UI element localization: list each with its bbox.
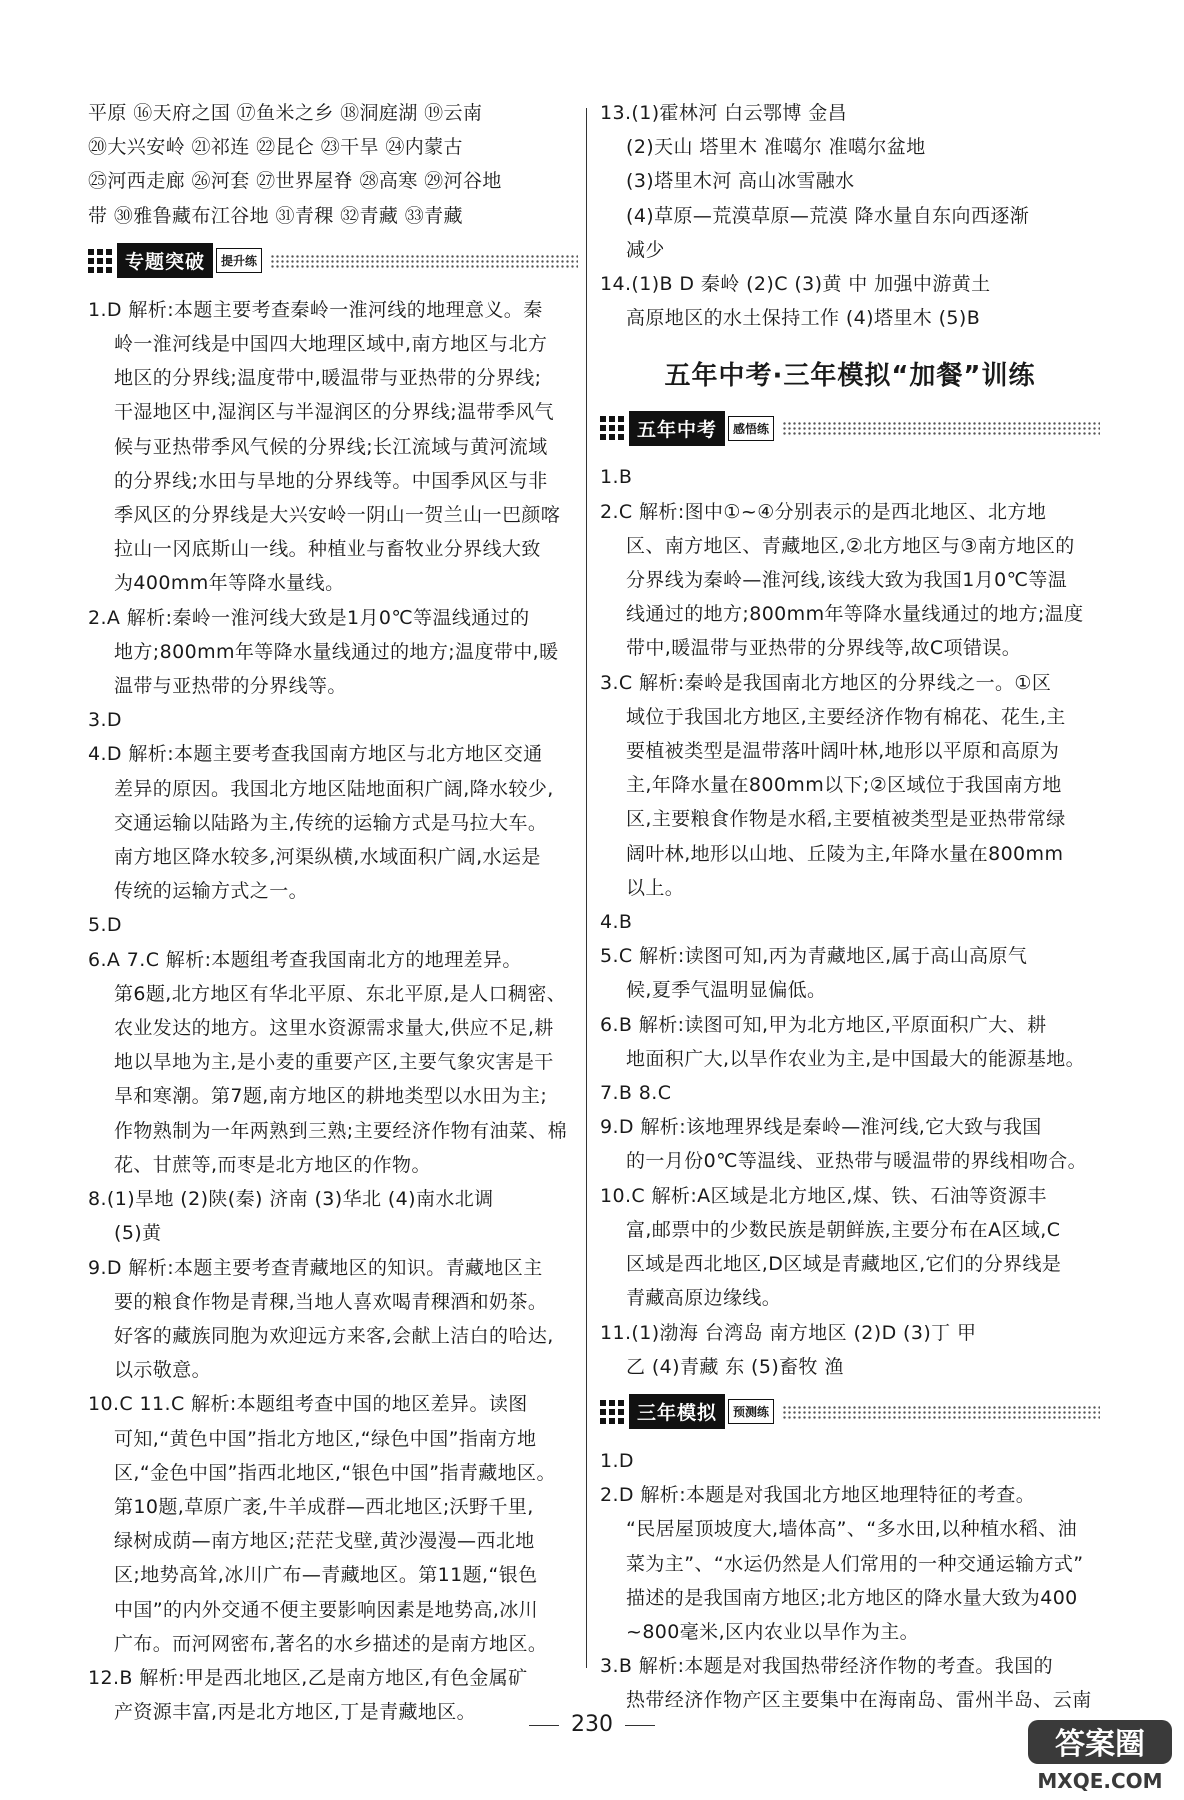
answer-item: 5.C 解析:读图可知,丙为青藏地区,属于高山高原气	[600, 945, 1028, 968]
answer-item: 7.B 8.C	[600, 1082, 672, 1105]
answer-item: 11.(1)渤海 台湾岛 南方地区 (2)D (3)丁 甲	[600, 1321, 977, 1344]
dotted-rule	[270, 254, 578, 268]
text-line: ⑳大兴安岭 ㉑祁连 ㉒昆仑 ㉓干旱 ㉔内蒙古	[88, 136, 463, 159]
right-column	[600, 96, 1100, 1718]
answer-continuation: 要的粮食作物是青稞,当地人喜欢喝青稞酒和奶茶。	[114, 1290, 548, 1313]
answer-item: 3.C 解析:秦岭是我国南北方地区的分界线之一。①区	[600, 671, 1052, 694]
answer-continuation: 候,夏季气温明显偏低。	[626, 979, 827, 1002]
dash-right	[625, 1725, 655, 1726]
answer-continuation: 作物熟制为一年两熟到三熟;主要经济作物有油菜、棉	[114, 1119, 568, 1142]
answer-continuation: 热带经济作物产区主要集中在海南岛、雷州半岛、云南	[626, 1689, 1092, 1712]
svg-text:MXQE.COM: MXQE.COM	[1037, 1769, 1163, 1793]
answer-continuation: (3)塔里木河 高山冰雪融水	[626, 170, 855, 193]
answer-continuation: 以示敬意。	[114, 1359, 212, 1382]
answer-continuation: “民居屋顶坡度大,墙体高”、“多水田,以种植水稻、油	[626, 1518, 1078, 1541]
answer-continuation: 岭一淮河线是中国四大地理区域中,南方地区与北方	[114, 333, 548, 356]
answer-item: 6.B 解析:读图可知,甲为北方地区,平原面积广大、耕	[600, 1013, 1047, 1036]
answer-continuation: 干湿地区中,湿润区与半湿润区的分界线;温带季风气	[114, 401, 555, 424]
answer-list	[600, 460, 1100, 1383]
answer-continuation: 区,主要粮食作物是水稻,主要植被类型是亚热带常绿	[626, 808, 1066, 831]
answer-continuation: 候与亚热带季风气候的分界线;长江流域与黄河流域	[114, 435, 548, 458]
answer-continuation: (4)草原—荒漠草原—荒漠 降水量自东向西逐渐	[626, 204, 1030, 227]
section-header-zhuanti	[88, 239, 578, 283]
answer-continuation: 可知,“黄色中国”指北方地区,“绿色中国”指南方地	[114, 1427, 537, 1450]
answer-continuation: 旱和寒潮。第7题,南方地区的耕地类型以水田为主;	[114, 1085, 548, 1108]
answer-continuation: ~800毫米,区内农业以旱作为主。	[626, 1620, 920, 1643]
text-line: ㉕河西走廊 ㉖河套 ㉗世界屋脊 ㉘高寒 ㉙河谷地	[88, 170, 502, 193]
answer-continuation: 第6题,北方地区有华北平原、东北平原,是人口稠密、	[114, 982, 567, 1005]
answer-continuation: 带中,暖温带与亚热带的分界线等,故C项错误。	[626, 637, 1022, 660]
answer-item: 2.A 解析:秦岭一淮河线大致是1月0℃等温线通过的	[88, 606, 530, 629]
answer-continuation: 差异的原因。我国北方地区陆地面积广阔,降水较少,	[114, 777, 554, 800]
answer-continuation: 地区的分界线;温度带中,暖温带与亚热带的分界线;	[114, 367, 542, 390]
answer-continuation: 地以旱地为主,是小麦的重要产区,主要气象灾害是干	[114, 1051, 554, 1074]
answer-continuation: 中国”的内外交通不便主要影响因素是地势高,冰川	[114, 1598, 539, 1621]
answer-continuation: 减少	[626, 238, 665, 261]
grid-icon	[88, 249, 112, 273]
answer-item: 10.C 11.C 解析:本题组考查中国的地区差异。读图	[88, 1393, 528, 1416]
answer-continuation: 第10题,草原广袤,牛羊成群—西北地区;沃野千里,	[114, 1495, 534, 1518]
section-tag: 感悟练	[728, 416, 774, 441]
answer-continuation: 富,邮票中的少数民族是朝鲜族,主要分布在A区域,C	[626, 1218, 1061, 1241]
answer-continuation: (5)黄	[114, 1222, 162, 1245]
answer-continuation: 拉山一冈底斯山一线。种植业与畜牧业分界线大致	[114, 538, 541, 561]
intro-block	[88, 96, 578, 233]
answer-item: 9.D 解析:该地理界线是秦岭—淮河线,它大致与我国	[600, 1116, 1042, 1139]
dotted-rule	[782, 1405, 1100, 1419]
answer-continuation: 地面积广大,以旱作农业为主,是中国最大的能源基地。	[626, 1047, 1086, 1070]
grid-icon	[600, 1400, 624, 1424]
answer-continuation: 温带与亚热带的分界线等。	[114, 675, 347, 698]
answer-item: 5.D	[88, 914, 122, 937]
answer-item: 3.B 解析:本题是对我国热带经济作物的考查。我国的	[600, 1655, 1054, 1678]
answer-list	[88, 293, 578, 1730]
text-line: 平原 ⑯天府之国 ⑰鱼米之乡 ⑱洞庭湖 ⑲云南	[88, 102, 483, 124]
answer-item: 1.D	[600, 1449, 634, 1472]
answer-item: 4.B	[600, 911, 633, 934]
answer-continuation: 交通运输以陆路为主,传统的运输方式是马拉大车。	[114, 811, 548, 834]
answer-continuation: 广布。而河网密布,著名的水乡描述的是南方地区。	[114, 1632, 548, 1655]
answer-item: 4.D 解析:本题主要考查我国南方地区与北方地区交通	[88, 743, 543, 766]
answer-continuation: 菜为主”、“水运仍然是人们常用的一种交通运输方式”	[626, 1552, 1084, 1575]
section-title: 三年模拟	[629, 1394, 725, 1429]
section-title: 五年中考	[629, 411, 725, 446]
section-header-wunian	[600, 406, 1100, 450]
grid-icon	[600, 416, 624, 440]
page-title: 五年中考·三年模拟“加餐”训练	[664, 361, 1036, 392]
left-column	[88, 96, 578, 1729]
answer-item: 13.(1)霍林河 白云鄂博 金昌	[600, 102, 848, 124]
answer-continuation: 乙 (4)青藏 东 (5)畜牧 渔	[626, 1355, 844, 1378]
dotted-rule	[782, 421, 1100, 435]
section-tag: 预测练	[728, 1399, 774, 1424]
answer-continuation: 季风区的分界线是大兴安岭一阴山一贺兰山一巴颜喀	[114, 504, 561, 527]
answer-continuation: 绿树成荫—南方地区;茫茫戈壁,黄沙漫漫—西北地	[114, 1530, 535, 1553]
answer-continuation: 的分界线;水田与旱地的分界线等。中国季风区与非	[114, 469, 548, 492]
answer-list	[600, 96, 1100, 335]
section-header-sannian	[600, 1390, 1100, 1434]
answer-item: 8.(1)旱地 (2)陕(秦) 济南 (3)华北 (4)南水北调	[88, 1188, 494, 1211]
answer-continuation: 传统的运输方式之一。	[114, 880, 309, 903]
answer-continuation: 花、甘蔗等,而枣是北方地区的作物。	[114, 1153, 431, 1176]
answer-item: 12.B 解析:甲是西北地区,乙是南方地区,有色金属矿	[88, 1666, 528, 1689]
answer-item: 9.D 解析:本题主要考查青藏地区的知识。青藏地区主	[88, 1256, 543, 1279]
answer-continuation: 农业发达的地方。这里水资源需求量大,供应不足,耕	[114, 1017, 554, 1040]
section-tag: 提升练	[216, 248, 262, 273]
answer-continuation: 以上。	[626, 876, 685, 899]
answer-continuation: (2)天山 塔里木 准噶尔 准噶尔盆地	[626, 136, 926, 159]
answer-continuation: 地方;800mm年等降水量线通过的地方;温度带中,暖	[114, 640, 559, 663]
watermark-logo	[1024, 1716, 1176, 1794]
answer-continuation: 区域是西北地区,D区域是青藏地区,它们的分界线是	[626, 1253, 1062, 1276]
section-title: 专题突破	[117, 243, 213, 278]
page-number	[0, 1712, 1184, 1737]
text-line: 带 ㉚雅鲁藏布江谷地 ㉛青稞 ㉜青藏 ㉝青藏	[88, 204, 463, 227]
answer-item: 6.A 7.C 解析:本题组考查我国南北方的地理差异。	[88, 948, 522, 971]
answer-continuation: 区、南方地区、青藏地区,②北方地区与③南方地区的	[626, 534, 1075, 557]
answer-continuation: 高原地区的水土保持工作 (4)塔里木 (5)B	[626, 307, 981, 330]
answer-continuation: 为400mm年等降水量线。	[114, 572, 345, 595]
answer-list	[600, 1444, 1100, 1718]
answer-continuation: 描述的是我国南方地区;北方地区的降水量大致为400	[626, 1586, 1078, 1609]
answer-continuation: 区,“金色中国”指西北地区,“银色中国”指青藏地区。	[114, 1461, 556, 1484]
page-number-text: 230	[571, 1712, 613, 1737]
answer-item: 1.B	[600, 466, 633, 489]
answer-continuation: 的一月份0℃等温线、亚热带与暖温带的界线相吻合。	[626, 1150, 1088, 1173]
answer-item: 14.(1)B D 秦岭 (2)C (3)黄 中 加强中游黄土	[600, 273, 991, 296]
answer-continuation: 分界线为秦岭—淮河线,该线大致为我国1月0℃等温	[626, 569, 1068, 592]
answer-continuation: 线通过的地方;800mm年等降水量线通过的地方;温度	[626, 603, 1084, 626]
answer-continuation: 域位于我国北方地区,主要经济作物有棉花、花生,主	[626, 705, 1066, 728]
dash-left	[529, 1725, 559, 1726]
answer-item: 2.D 解析:本题是对我国北方地区地理特征的考查。	[600, 1484, 1036, 1507]
answer-continuation: 要植被类型是温带落叶阔叶林,地形以平原和高原为	[626, 740, 1060, 763]
answer-item: 3.D	[88, 709, 122, 732]
svg-text:答案圈: 答案圈	[1055, 1727, 1145, 1762]
answer-continuation: 好客的藏族同胞为欢迎远方来客,会献上洁白的哈达,	[114, 1324, 554, 1347]
answer-continuation: 主,年降水量在800mm以下;②区域位于我国南方地	[626, 774, 1062, 797]
answer-continuation: 阔叶林,地形以山地、丘陵为主,年降水量在800mm	[626, 842, 1064, 865]
answer-continuation: 青藏高原边缘线。	[626, 1287, 782, 1310]
answer-continuation: 南方地区降水较多,河渠纵横,水域面积广阔,水运是	[114, 846, 541, 869]
answer-item: 2.C 解析:图中①~④分别表示的是西北地区、北方地	[600, 500, 1047, 523]
answer-continuation: 区;地势高耸,冰川广布—青藏地区。第11题,“银色	[114, 1564, 538, 1587]
answer-item: 10.C 解析:A区域是北方地区,煤、铁、石油等资源丰	[600, 1184, 1047, 1207]
column-divider	[586, 108, 587, 1668]
answer-continuation: 产资源丰富,丙是北方地区,丁是青藏地区。	[114, 1701, 477, 1724]
answer-item: 1.D 解析:本题主要考查秦岭一淮河线的地理意义。秦	[88, 298, 543, 321]
